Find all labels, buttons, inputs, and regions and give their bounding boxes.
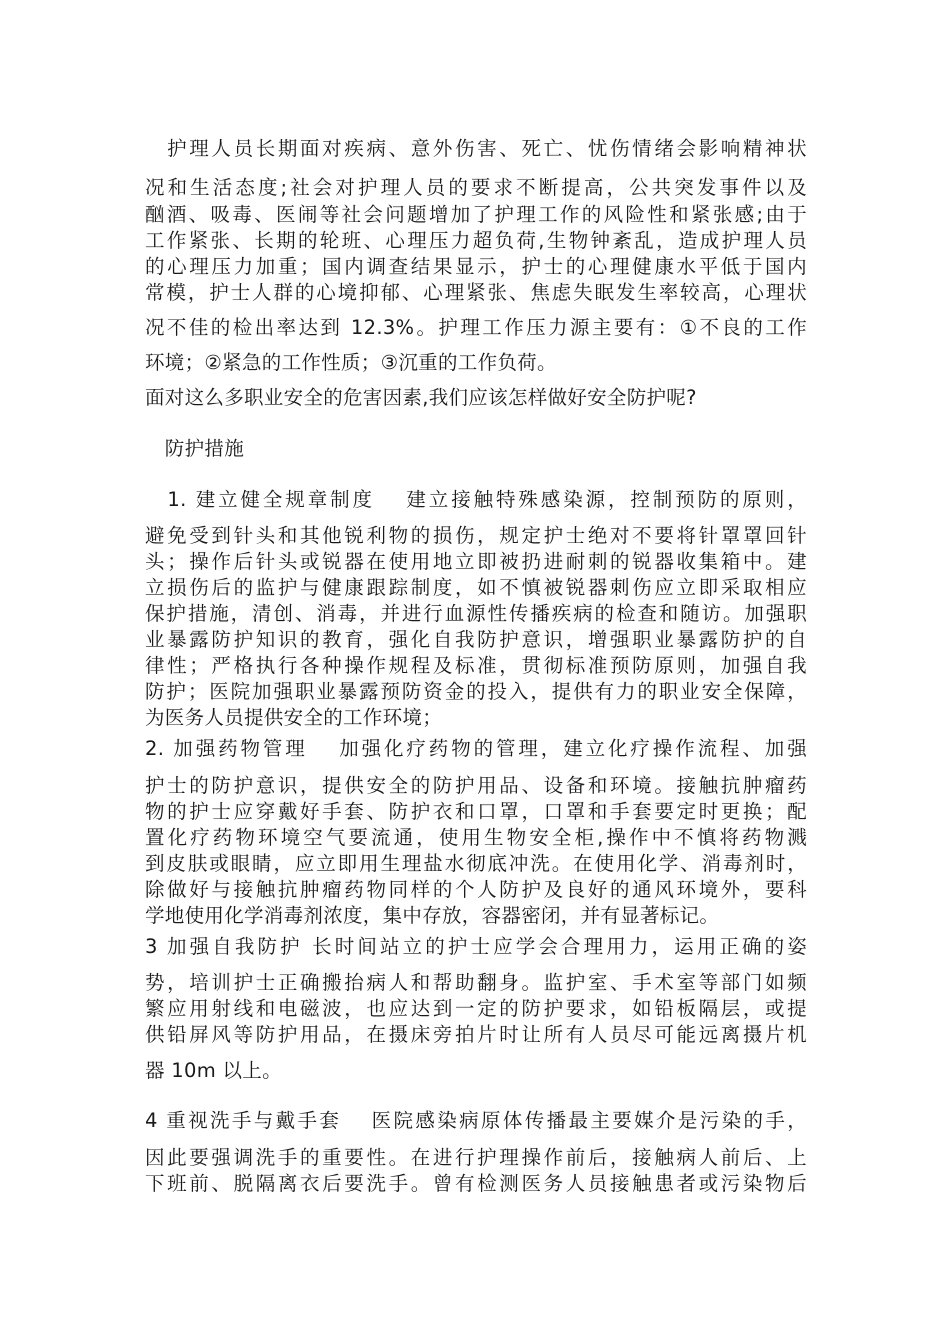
paragraph-line: 3 加强自我防护 长时间站立的护士应学会合理用力，运用正确的姿	[145, 935, 807, 958]
paragraph-line: 为医务人员提供安全的工作环境；	[145, 706, 443, 729]
paragraph-line: 因此要强调洗手的重要性。在进行护理操作前后，接触病人前后、上	[145, 1146, 807, 1169]
paragraph-line: 的心理压力加重；国内调查结果显示，护士的心理健康水平低于国内	[145, 255, 807, 278]
paragraph-line: 物的护士应穿戴好手套、防护衣和口罩，口罩和手套要定时更换；配	[145, 800, 807, 823]
paragraph-line: 律性；严格执行各种操作规程及标准，贯彻标准预防原则，加强自我	[145, 654, 807, 677]
paragraph-line: 面对这么多职业安全的危害因素,我们应该怎样做好安全防护呢?	[145, 386, 697, 409]
paragraph-line: 2. 加强药物管理 加强化疗药物的管理，建立化疗操作流程、加强	[145, 737, 807, 760]
paragraph-line: 置化疗药物环境空气要流通，使用生物安全柜,操作中不慎将药物溅	[145, 826, 807, 849]
paragraph-line: 器 10m 以上。	[145, 1059, 282, 1082]
paragraph-line: 势，培训护士正确搬抬病人和帮助翻身。监护室、手术室等部门如频	[145, 971, 807, 994]
paragraph-line: 环境；②紧急的工作性质；③沉重的工作负荷。	[145, 351, 557, 374]
paragraph-line: 业暴露防护知识的教育，强化自我防护意识，增强职业暴露防护的自	[145, 628, 807, 651]
paragraph-line: 供铅屏风等防护用品，在摄床旁拍片时让所有人员尽可能远离摄片机	[145, 1023, 807, 1046]
paragraph-line: 防护；医院加强职业暴露预防资金的投入，提供有力的职业安全保障，	[145, 680, 807, 703]
paragraph-line: 下班前、脱隔离衣后要洗手。曾有检测医务人员接触患者或污染物后	[145, 1172, 807, 1195]
paragraph-line: 工作紧张、长期的轮班、心理压力超负荷,生物钟紊乱，造成护理人员	[145, 229, 807, 252]
paragraph-line: 到皮肤或眼睛，应立即用生理盐水彻底冲洗。在使用化学、消毒剂时，	[145, 852, 807, 875]
paragraph-line: 避免受到针头和其他锐利物的损伤，规定护士绝对不要将针罩罩回针	[145, 524, 807, 547]
paragraph-line: 1. 建立健全规章制度 建立接触特殊感染源，控制预防的原则，	[145, 488, 807, 511]
paragraph-line: 常模，护士人群的心境抑郁、心理紧张、焦虑失眠发生率较高，心理状	[145, 281, 807, 304]
paragraph-line: 况和生活态度;社会对护理人员的要求不断提高，公共突发事件以及	[145, 176, 807, 199]
paragraph-line: 护理人员长期面对疾病、意外伤害、死亡、忧伤情绪会影响精神状	[145, 137, 807, 160]
paragraph-line: 4 重视洗手与戴手套 医院感染病原体传播最主要媒介是污染的手，	[145, 1109, 807, 1132]
paragraph-line: 况不佳的检出率达到 12.3%。护理工作压力源主要有：①不良的工作	[145, 316, 807, 339]
paragraph-line: 立损伤后的监护与健康跟踪制度，如不慎被锐器刺伤应立即采取相应	[145, 576, 807, 599]
paragraph-line: 保护措施，清创、消毒，并进行血源性传播疾病的检查和随访。加强职	[145, 602, 807, 625]
paragraph-line: 头；操作后针头或锐器在使用地立即被扔进耐刺的锐器收集箱中。建	[145, 550, 807, 573]
paragraph-line: 护士的防护意识，提供安全的防护用品、设备和环境。接触抗肿瘤药	[145, 774, 807, 797]
paragraph-line: 繁应用射线和电磁波，也应达到一定的防护要求，如铅板隔层，或提	[145, 997, 807, 1020]
paragraph-line: 酗酒、吸毒、医闹等社会问题增加了护理工作的风险性和紧张感;由于	[145, 203, 807, 226]
section-heading: 防护措施	[145, 437, 245, 460]
paragraph-line: 除做好与接触抗肿瘤药物同样的个人防护及良好的通风环境外，要科	[145, 878, 807, 901]
paragraph-line: 学地使用化学消毒剂浓度，集中存放，容器密闭，并有显著标记。	[145, 904, 720, 927]
